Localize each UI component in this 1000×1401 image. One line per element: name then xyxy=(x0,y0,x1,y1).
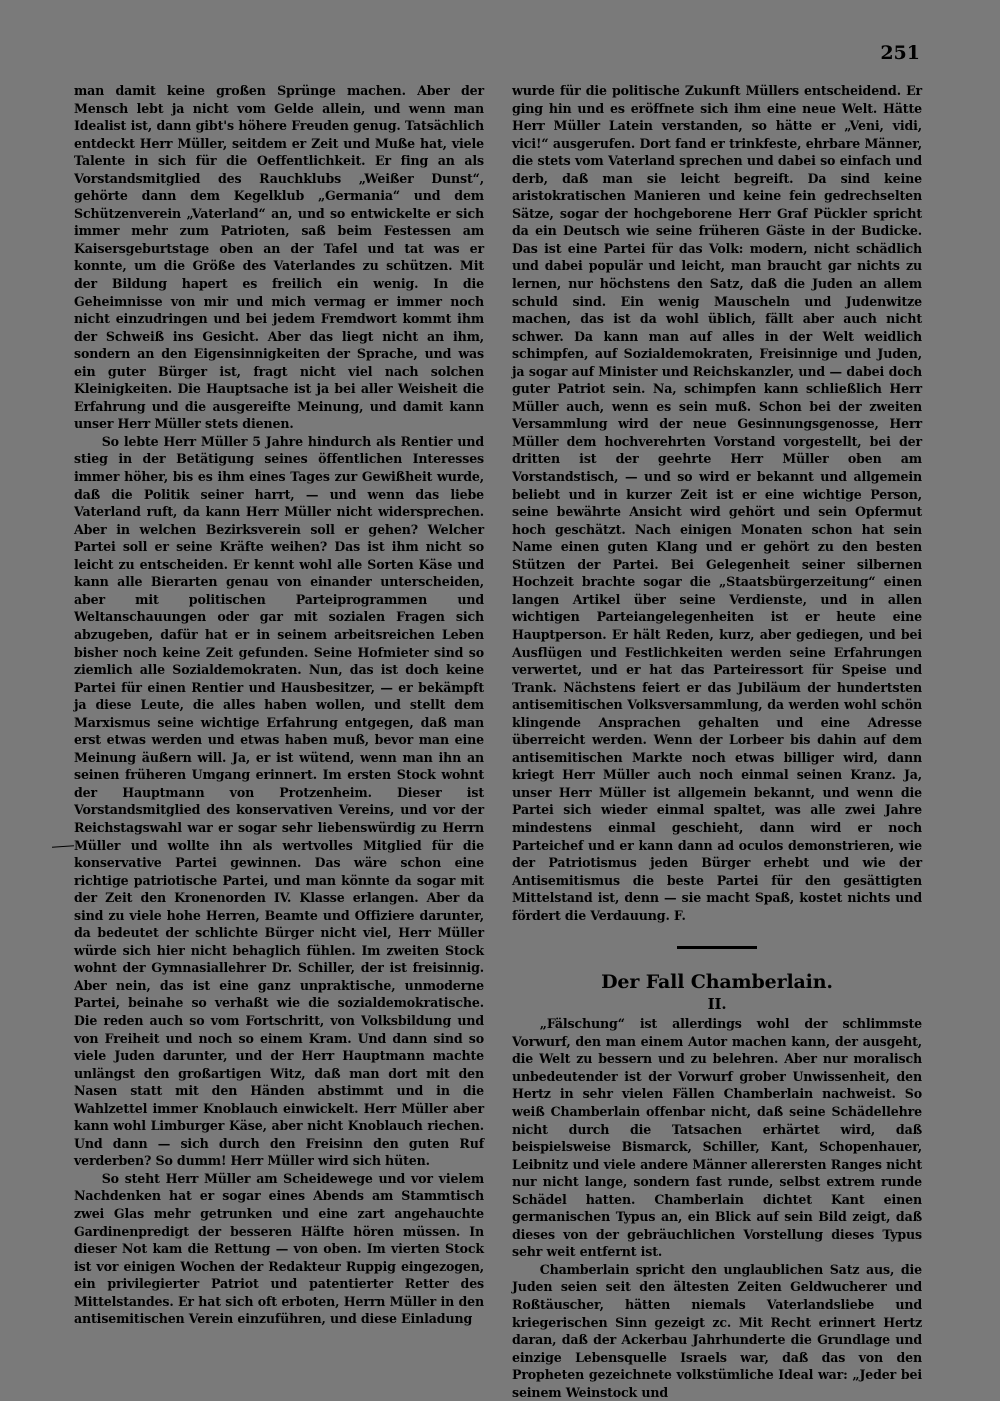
margin-mark xyxy=(52,845,74,848)
paragraph: man damit keine großen Sprünge machen. Aber der Mensch lebt ja nicht vom Gelde allein, und wenn man Idealist ist, dann gibt's höhere Freuden genug. Tatsächlich entdeckt Herr Müller, seitdem er Zeit und Muße hat, viele Talente in sich für die Oeffentlichkeit. Er fing an als Vorstandsmitglied des Rauchklubs „Weißer Dunst“, gehörte dann dem Kegelklub „Germania“ und dem Schützenverein „Vaterland“ an, und so entwickelte er sich immer mehr zum Patrioten, saß beim Festessen am Kaisersgeburtstage oben an der Tafel und tat was er konnte, um die Größe des Vaterlandes zu schützen. Mit der Bildung hapert es freilich ein wenig. In die Geheimnisse von mir und mich vermag er immer noch nicht einzudringen und bei jedem Fremdwort kommt ihm der Schweiß ins Gesicht. Aber das liegt nicht an ihm, sondern an den Eigensinnigkeiten der Sprache, und was ein guter Bürger ist, fragt nicht viel nach solchen Kleinigkeiten. Die Hauptsache ist ja bei aller Weisheit die Erfahrung und die ausgereifte Meinung, und damit kann unser Herr Müller stets dienen. xyxy=(74,83,484,432)
paragraph: „Fälschung“ ist allerdings wohl der schlimmste Vorwurf, den man einem Autor machen kann, der ausgeht, die Welt zu bessern und zu belehren. Aber nur moralisch unbedeutender ist der Vorwurf grober Unwissenheit, den Hertz in sehr vielen Fällen Chamberlain nachweist. So weiß Chamberlain offenbar nicht, daß seine Schädellehre nicht durch die Tatsachen erhärtet wird, daß beispielsweise Bismarck, Schiller, Kant, Schopenhauer, Leibnitz und viele andere Männer allerersten Ranges nicht nur nicht lange, sondern fast runde, selbst extrem runde Schädel hatten. Chamberlain dichtet Kant einen germanischen Typus an, ein Blick auf sein Bild zeigt, daß dieses von der gebräuchlichen Vorstellung dieses Typus sehr weit entfernt ist. xyxy=(512,1016,922,1260)
paragraph: wurde für die politische Zukunft Müllers entscheidend. Er ging hin und es eröffnete sich ihm eine neue Welt. Hätte Herr Müller Latein verstanden, so hätte er „Veni, vidi, vici!“ ausgerufen. Dort fand er trinkfeste, ehrbare Männer, die stets vom Vaterland sprechen und dabei so einfach und derb, daß man sie leicht begreift. Da sind keine aristokratischen Manieren und keine fein gedrechselten Sätze, sogar der hochgeborene Herr Graf Pückler spricht da ein Deutsch wie seine früheren Gäste in der Budicke. Das ist eine Partei für das Volk: modern, nicht schädlich und dabei populär und leicht, man braucht gar nichts zu lernen, nur höchstens den Satz, daß die Juden an allem schuld sind. Ein wenig Mauscheln und Judenwitze machen, das ist da wohl üblich, fällt aber auch nicht schwer. Da kann man auf alles in der Welt weidlich schimpfen, auf Sozialdemokraten, Freisinnige und Juden, ja sogar auf Minister und Reichskanzler, und — dabei doch guter Patriot sein. Na, schimpfen kann schließlich Herr Müller auch, wenn es sein muß. Schon bei der zweiten Versammlung wird der neue Gesinnungsgenosse, Herr Müller dem hochverehrten Vorstand vorgestellt, bei der dritten ist der geehrte Herr Müller oben am Vorstandstisch, — und so wird er bekannt und allgemein beliebt und in kurzer Zeit ist er eine wichtige Person, seine bewährte Ansicht wird gehört und sein Opfermut hoch geschätzt. Nach einigen Monaten schon hat sein Name einen guten Klang und er gehört zu den besten Stützen der Partei. Bei Gelegenheit seiner silbernen Hochzeit brachte sogar die „Staatsbürgerzeitung“ einen langen Artikel über seine Verdienste, und in allen wichtigen Parteiangelegenheiten ist er heute eine Hauptperson. Er hält Reden, kurz, aber gediegen, und bei Ausflügen und Festlichkeiten werden seine Erfahrungen verwertet, und er hat das Parteiressort für Speise und Trank. Nächstens feiert er das Jubiläum der hundertsten antisemitischen Volksversammlung, da werden wohl schön klingende Ansprachen gehalten und eine Adresse überreicht werden. Wenn der Lorbeer bis dahin auf dem antisemitischen Markte noch etwas billiger wird, dann kriegt Herr Müller auch noch einmal seinen Kranz. Ja, unser Herr Müller ist allgemein bekannt, und wenn die Partei sich wieder einmal spaltet, was alle zwei Jahre mindestens einmal geschieht, dann wird er noch Parteichef und er kann dann ad oculos demonstrieren, wie der Patriotismus jeden Bürger erhebt und wie der Antisemitismus die beste Partei für den gesättigten Mittelstand ist, denn — sie macht Spaß, kostet nichts und fördert die Verdauung. F. xyxy=(512,83,922,923)
right-column xyxy=(512,82,922,1401)
page-number: 251 xyxy=(880,42,920,64)
article-title: Der Fall Chamberlain. xyxy=(601,971,833,994)
paragraph: So lebte Herr Müller 5 Jahre hindurch als Rentier und stieg in der Betätigung seines öffentlichen Interesses immer höher, bis es ihm eines Tages zur Gewißheit wurde, daß die Politik seiner harrt, — und wenn das liebe Vaterland ruft, da kann Herr Müller nicht widersprechen. Aber in welchen Bezirksverein soll er gehen? Welcher Partei soll er seine Kräfte weihen? Das ist ihm nicht so leicht zu entscheiden. Er kennt wohl alle Sorten Käse und kann alle Bierarten genau von einander unterscheiden, aber mit politischen Parteiprogrammen und Weltanschauungen oder gar mit sozialen Fragen sich abzugeben, dafür hat er in seinem arbeitsreichen Leben bisher noch keine Zeit gefunden. Seine Hofmieter sind so ziemlich alle Sozialdemokraten. Nun, das ist doch keine Partei für einen Rentier und Hausbesitzer, — er bekämpft ja diese Leute, die alles haben wollen, und stellt dem Marxismus seine wichtige Erfahrung entgegen, daß man erst etwas werden und etwas haben muß, bevor man eine Meinung äußern will. Ja, er ist wütend, wenn man ihn an seinen früheren Umgang erinnert. Im ersten Stock wohnt der Hauptmann von Protzenheim. Dieser ist Vorstandsmitglied des konservativen Vereins, und vor der Reichstagswahl war er sogar sehr liebenswürdig zu Herrn Müller und wollte ihn als wertvolles Mitglied für die konservative Partei gewinnen. Das wäre schon eine richtige patriotische Partei, und man könnte da sogar mit der Zeit den Kronenorden IV. Klasse erlangen. Aber da sind zu viele hohe Herren, Beamte und Offiziere darunter, da bedeutet der schlichte Bürger nicht viel, Herr Müller würde sich hier nicht behaglich fühlen. Im zweiten Stock wohnt der Gymnasiallehrer Dr. Schiller, der ist freisinnig. Aber nein, das ist eine ganz unpraktische, unmoderne Partei, beinahe so verhaßt wie die sozialdemokratische. Die reden auch so vom Fortschritt, von Volksbildung und von Freiheit und noch so einem Kram. Und dann sind so viele Juden darunter, und der Herr Hauptmann machte unlängst den großartigen Witz, daß man dort mit den Nasen statt mit den Händen abstimmt und in die Wahlzettel immer Knoblauch einwickelt. Herr Müller aber kann wohl Limburger Käse, aber nicht Knoblauch riechen. Und dann — sich durch den Freisinn den guten Ruf verderben? So dumm! Herr Müller wird sich hüten. xyxy=(74,433,484,1169)
paragraph: So steht Herr Müller am Scheidewege und vor vielem Nachdenken hat er sogar eines Abends am Stammtisch zwei Glas mehr getrunken und eine zart angehauchte Gardinenpredigt der besseren Hälfte hören müssen. In dieser Not kam die Rettung — von oben. Im vierten Stock ist vor einigen Wochen der Redakteur Ruppig eingezogen, ein privilegierter Patriot und patentierter Retter des Mittelstandes. Er hat sich oft erboten, Herrn Müller in den antisemitischen Verein einzuführen, und diese Einladung xyxy=(74,1170,484,1327)
section-divider xyxy=(677,946,757,949)
article-subtitle: II. xyxy=(707,995,727,1014)
paragraph: Chamberlain spricht den unglaublichen Satz aus, die Juden seien seit den ältesten Zeiten Geldwucherer und Roßtäuscher, hätten niemals Vaterlandsliebe und kriegerischen Sinn gezeigt zc. Mit Recht erinnert Hertz daran, daß der Ackerbau Jahrhunderte die Grundlage und einzige Lebensquelle Israels war, daß das von den Propheten gezeichnete volkstümliche Ideal war: „Jeder bei seinem Weinstock und xyxy=(512,1261,922,1400)
left-column xyxy=(74,82,484,1328)
